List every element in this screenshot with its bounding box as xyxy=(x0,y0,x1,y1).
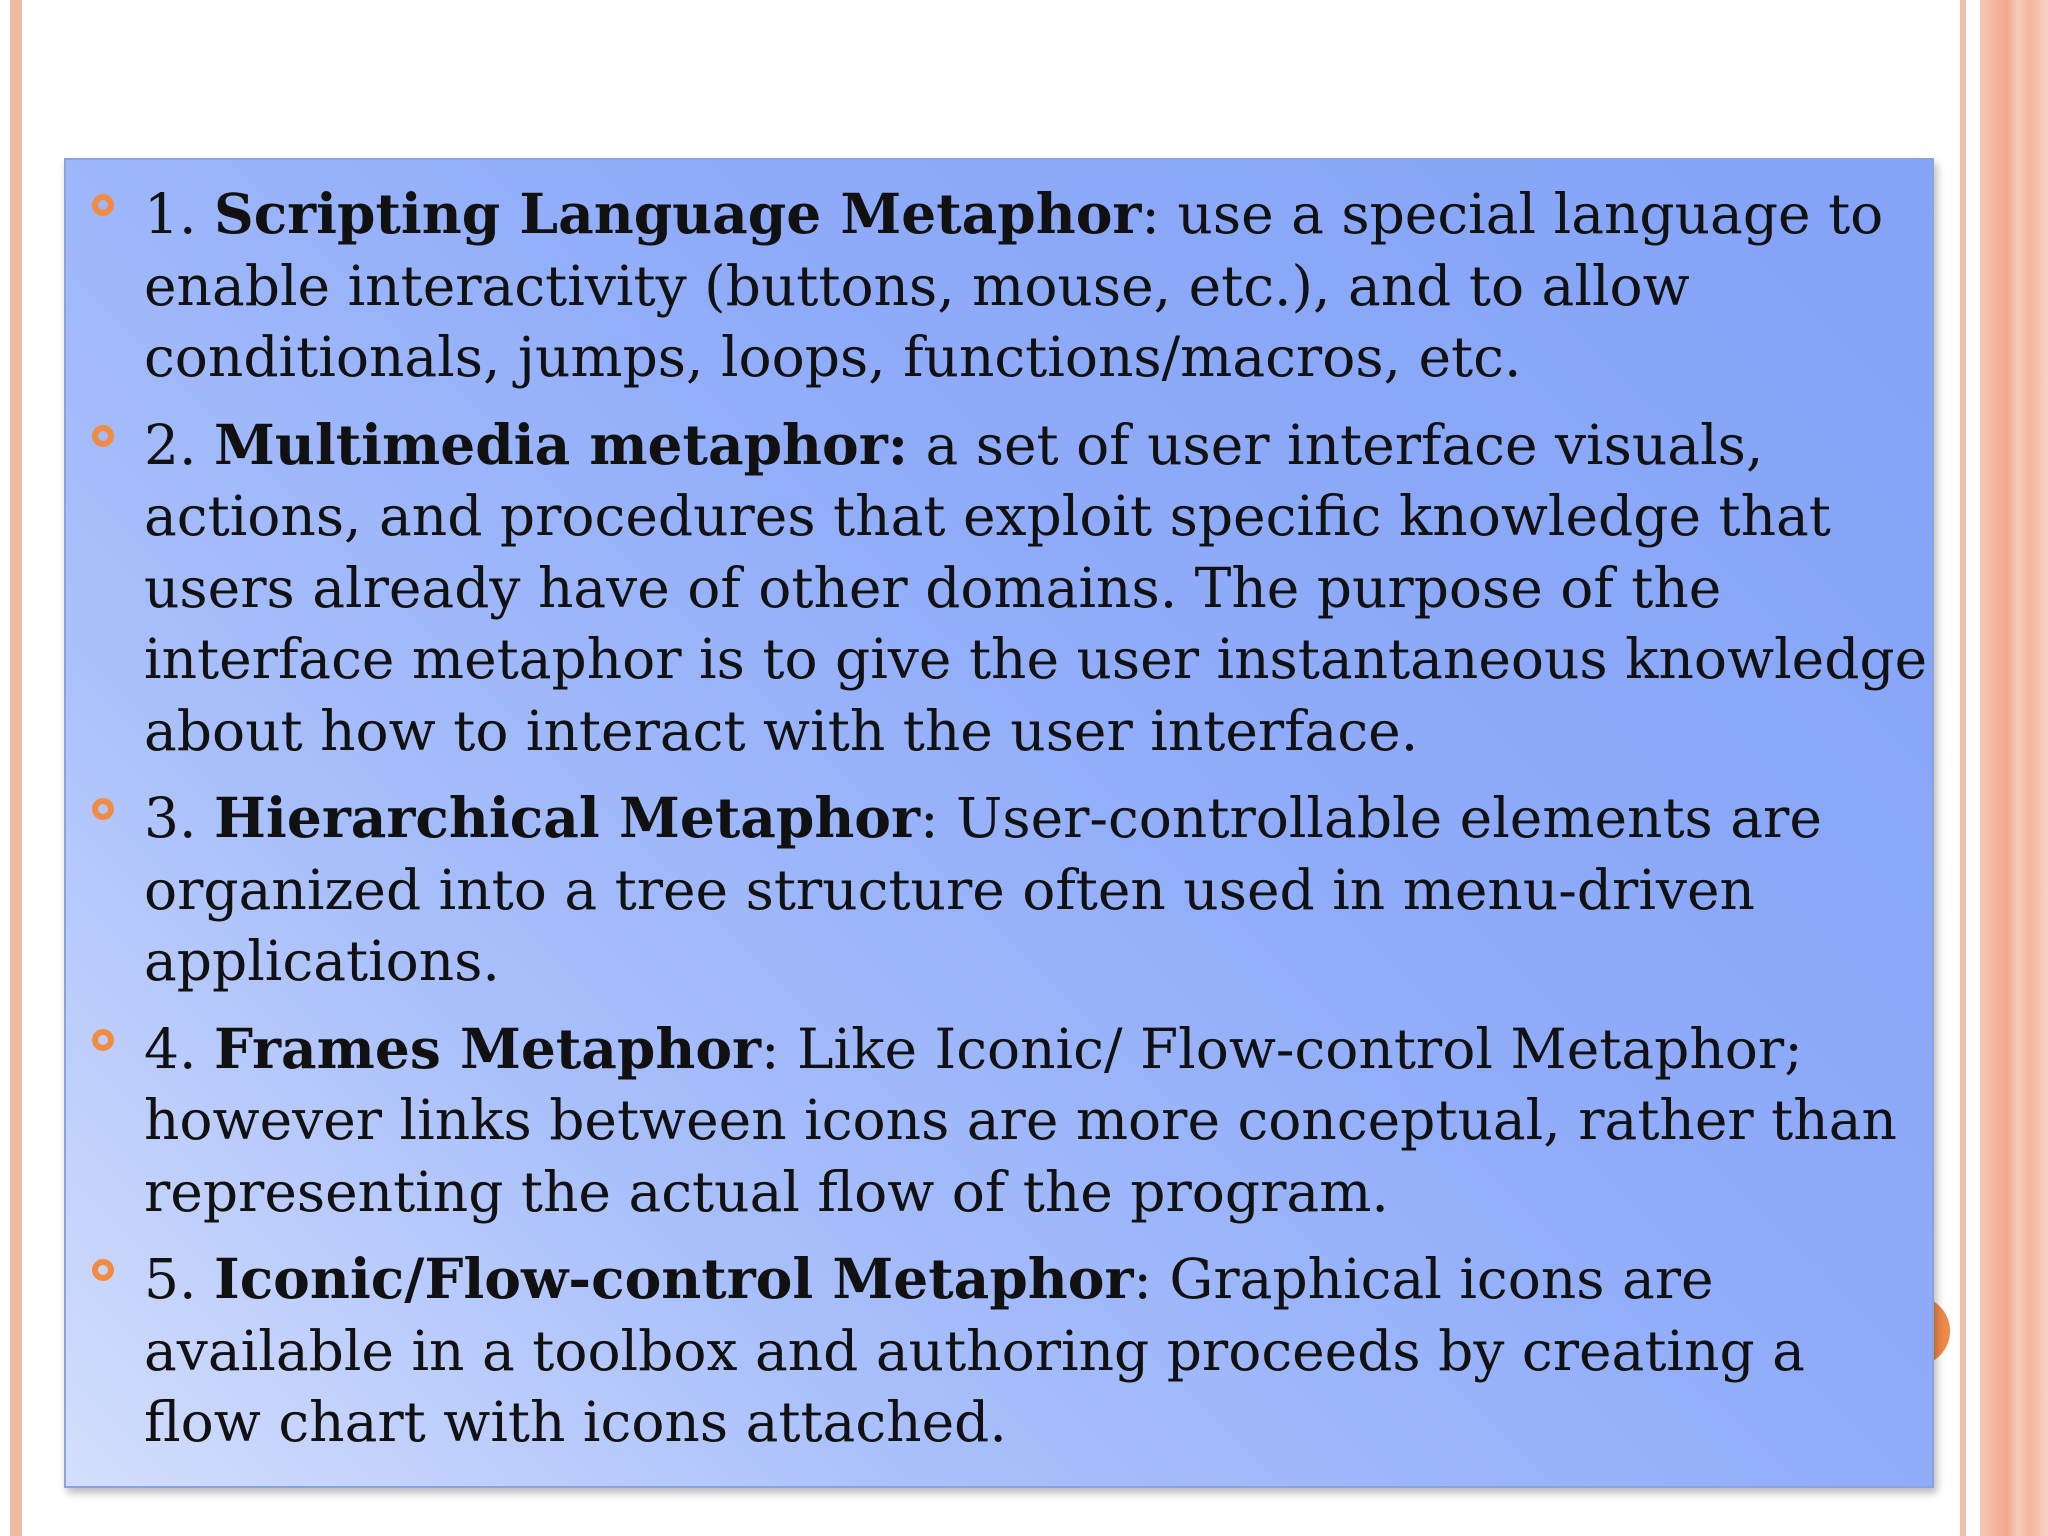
bullet-number: 3. xyxy=(144,786,197,850)
bullet-circle-icon xyxy=(92,425,114,447)
bullet-text: : Like Iconic/ Flow-control Metaphor; however links between icons are more conceptual, rather than representing the actual flow of the program. xyxy=(144,1016,1897,1224)
bullet-number: 4. xyxy=(144,1016,197,1081)
bullet-circle-icon xyxy=(92,1029,114,1051)
bullet-list xyxy=(144,178,1934,1474)
bullet-text: : User-controllable elements are organized into a tree structure often used in menu-driven applications. xyxy=(144,786,1822,993)
right-decorative-gap xyxy=(1966,0,1980,1536)
bullet-term: Iconic/Flow-control Metaphor xyxy=(213,1246,1134,1311)
bullet-term: Scripting Language Metaphor xyxy=(213,181,1142,246)
bullet-item-multimedia xyxy=(144,409,1934,768)
right-decorative-band xyxy=(1980,0,2048,1536)
left-decorative-border xyxy=(10,0,22,1536)
bullet-term: Frames Metaphor xyxy=(213,1015,761,1081)
bullet-term: Hierarchical Metaphor xyxy=(213,785,920,850)
bullet-text: a set of user interface visuals, actions, and procedures that exploit specific knowledge that users already have of other domains. The purpose of the interface metaphor is to give the user instantaneous knowledge about how to interact with the user interface. xyxy=(144,412,1928,763)
bullet-number: 2. xyxy=(144,412,197,477)
bullet-number: 5. xyxy=(144,1247,197,1311)
bullet-number: 1. xyxy=(144,182,197,246)
bullet-circle-icon xyxy=(92,798,114,820)
bullet-item-iconic-flow-control xyxy=(144,1243,1934,1459)
bullet-item-frames xyxy=(144,1013,1934,1229)
bullet-term: Multimedia metaphor: xyxy=(213,411,908,477)
bullet-text: : Graphical icons are available in a toolbox and authoring proceeds by creating a flow chart with icons attached. xyxy=(144,1247,1805,1454)
bullet-item-scripting-language xyxy=(144,178,1934,394)
bullet-circle-icon xyxy=(92,1259,114,1281)
bullet-item-hierarchical xyxy=(144,782,1934,998)
content-box xyxy=(64,158,1934,1488)
bullet-text: : use a special language to enable interactivity (buttons, mouse, etc.), and to allow conditionals, jumps, loops, functions/macros, etc. xyxy=(144,182,1884,389)
bullet-circle-icon xyxy=(92,194,114,216)
